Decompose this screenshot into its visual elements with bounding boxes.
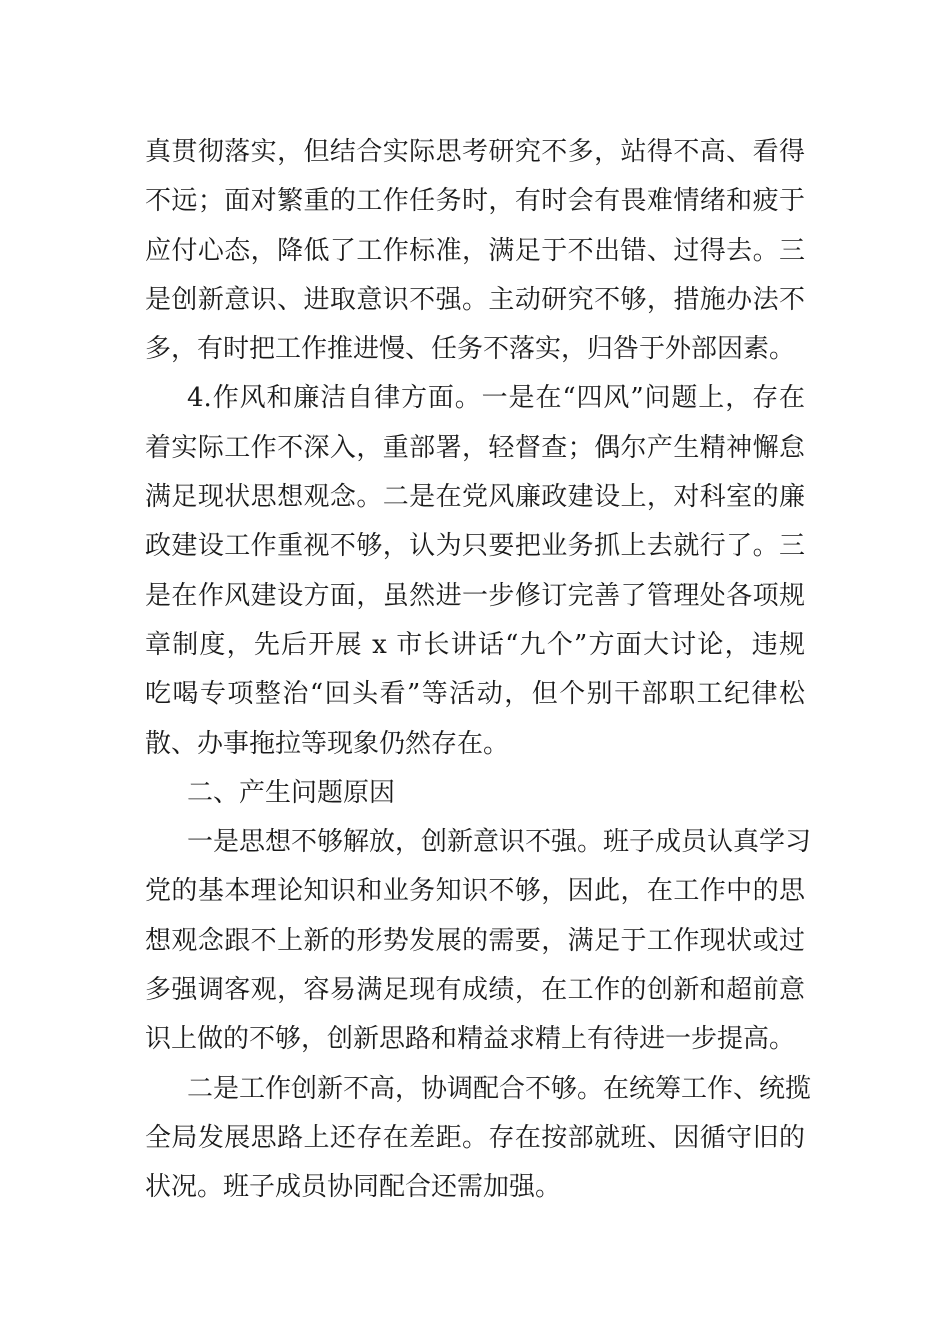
text-line: 着实际工作不深入，重部署，轻督查；偶尔产生精神懈怠 (145, 432, 805, 463)
text-line: 多，有时把工作推进慢、任务不落实，归咎于外部因素。 (145, 334, 796, 365)
paragraph-cause-1 (145, 818, 812, 1064)
document-body (145, 128, 812, 1213)
text-line: 不远；面对繁重的工作任务时，有时会有畏难情绪和疲于 (145, 186, 805, 217)
paragraph-style-integrity (145, 374, 805, 768)
text-line: 多强调客观，容易满足现有成绩，在工作的创新和超前意 (145, 975, 805, 1006)
text-line: 真贯彻落实，但结合实际思考研究不多，站得不高、看得 (145, 137, 805, 167)
text-line: 满足现状思想观念。二是在党风廉政建设上，对科室的廉 (145, 482, 805, 513)
text-line: 全局发展思路上还存在差距。存在按部就班、因循守旧的 (145, 1122, 805, 1153)
text-line: 想观念跟不上新的形势发展的需要，满足于工作现状或过 (145, 925, 805, 956)
text-line: 是创新意识、进取意识不强。主动研究不够，措施办法不 (145, 284, 805, 315)
text-line: 是在作风建设方面，虽然进一步修订完善了管理处各项规 (145, 580, 805, 611)
section-heading-causes (145, 769, 805, 818)
section-heading: 二、产生问题原因 (187, 777, 396, 808)
text-line: 散、办事拖拉等现象仍然存在。 (145, 728, 510, 759)
text-line: 一是思想不够解放，创新意识不强。班子成员认真学习 (187, 827, 812, 858)
text-line: 政建设工作重视不够，认为只要把业务抓上去就行了。三 (145, 531, 805, 562)
text-line: 吃喝专项整治“回头看”等活动，但个别干部职工纪律松 (145, 679, 805, 710)
text-line: 二是工作创新不高，协调配合不够。在统筹工作、统揽 (187, 1073, 812, 1104)
text-line: 状况。班子成员协同配合还需加强。 (145, 1172, 562, 1203)
paragraph-continuation (145, 128, 805, 374)
text-line: 应付心态，降低了工作标准，满足于不出错、过得去。三 (145, 235, 805, 266)
paragraph-cause-2 (145, 1065, 812, 1213)
text-line: 章制度，先后开展 x 市长讲话“九个”方面大讨论，违规 (145, 629, 805, 660)
text-line: 4.作风和廉洁自律方面。一是在“四风”问题上，存在 (187, 383, 805, 414)
text-line: 党的基本理论知识和业务知识不够，因此，在工作中的思 (145, 876, 805, 907)
text-line: 识上做的不够，创新思路和精益求精上有待进一步提高。 (145, 1024, 796, 1055)
